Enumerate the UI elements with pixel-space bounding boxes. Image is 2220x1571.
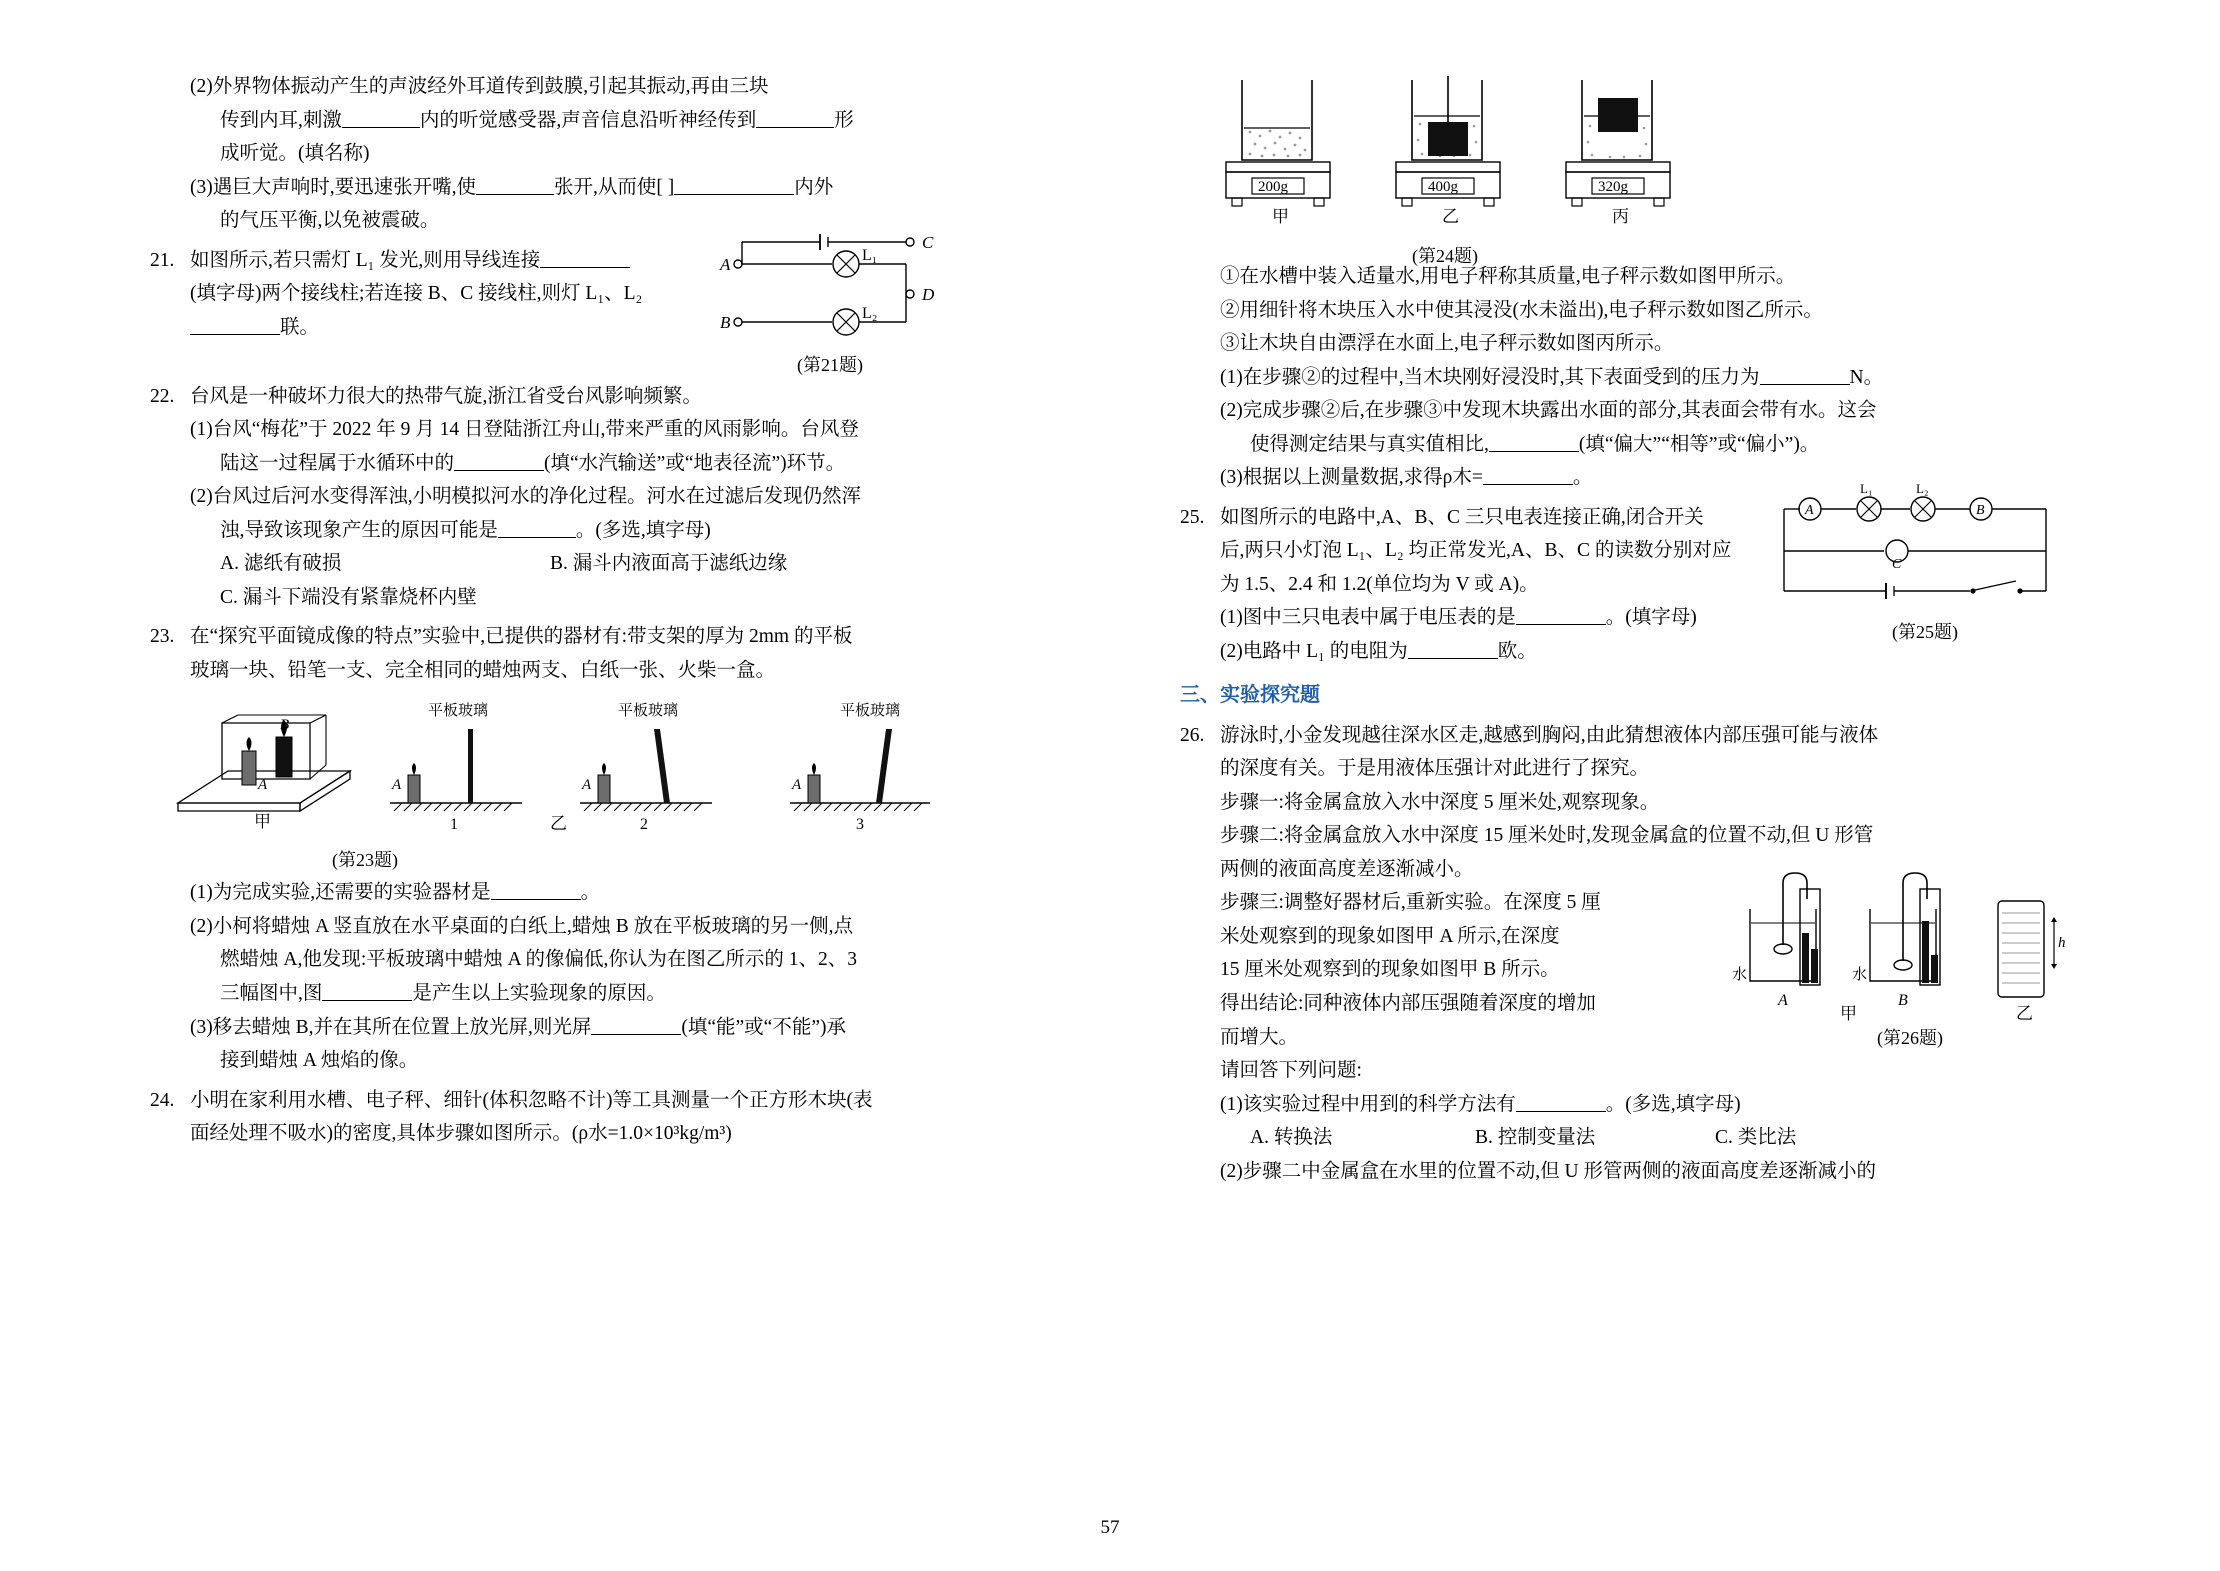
page-number: 57 [1100,1517,1120,1538]
answer-blank[interactable] [476,174,554,195]
answer-blank[interactable] [498,517,576,538]
answer-blank[interactable] [1408,638,1498,659]
q25-line2: 后,两只小灯泡 L₁、L₂ 均正常发光,A、B、C 的读数分别对应 [1220,540,1732,562]
svg-text:L₁: L₁ [1860,480,1873,496]
q25-part-1: (1)图中三只电表中属于电压表的是 。(填字母) [1180,601,1780,635]
answer-blank[interactable] [1516,605,1606,626]
q24-part-1: (1)在步骤②的过程中,当木块刚好浸没时,其下表面受到的压力为 N。 [1180,361,2080,395]
q24-step-2: ②用细针将木块压入水中使其浸没(水未溢出),电子秤示数如图乙所示。 [1220,299,1823,321]
q26-step-3: 步骤三:调整好器材后,重新实验。在深度 5 厘 [1220,892,1601,914]
q24-number: 24. [150,1089,175,1111]
svg-text:B: B [280,717,290,734]
scale-reading-2: 400g [1428,179,1458,195]
q20-line5: 的气压平衡,以免被震破。 [220,210,440,232]
svg-text:水: 水 [1732,966,1748,983]
figure-21-caption: (第21题) [797,354,863,375]
svg-text:D: D [922,284,935,304]
figure-24-caption: (第24题) [1412,246,1478,266]
right-column [1180,70,2080,1194]
section-heading-experiment: 三、实验探究题 [1180,684,1320,707]
svg-text:A: A [1778,991,1788,1009]
svg-text:乙: 乙 [2016,1003,2033,1023]
answer-blank[interactable] [756,107,834,128]
scale-reading-3: 320g [1598,179,1628,195]
q25-line3: 为 1.5、2.4 和 1.2(单位均为 V 或 A)。 [1220,573,1539,595]
svg-text:A: A [1805,502,1814,518]
question-23 [150,620,1050,1077]
svg-text:B: B [1976,502,1985,518]
answer-blank[interactable] [190,314,280,335]
question-24-steps [1180,260,2080,495]
q26-part-2: (2)步骤二中金属盒在水里的位置不动,但 U 形管两侧的液面高度差逐渐减小的 [1220,1160,1876,1182]
q21-line2: (填字母)两个接线柱;若连接 B、C 接线柱,则灯 L₁、L₂ [190,283,643,305]
svg-text:2: 2 [640,816,648,834]
q26-conclusion-b: 而增大。 [1220,1026,1299,1048]
q21-line3: 联。 [150,311,1050,345]
q24-step-1: ①在水槽中装入适量水,用电子秤称其质量,电子秤示数如图甲所示。 [1220,266,1796,287]
svg-text:平板玻璃: 平板玻璃 [840,703,901,720]
q26-conclusion: 得出结论:同种液体内部压强随着深度的增加 [1220,993,1596,1015]
q25-line1: 25. 如图所示的电路中,A、B、C 三只电表连接正确,闭合开关 [1180,501,1780,535]
q26-step-2: 步骤二:将金属盒放入水中深度 15 厘米处时,发现金属盒的位置不动,但 U 形管 [1220,825,1874,847]
svg-text:平板玻璃: 平板玻璃 [428,703,489,720]
q24-step-3: ③让木块自由漂浮在水面上,电子秤示数如图丙所示。 [1220,333,1674,355]
q23-line4: (2)小柯将蜡烛 A 竖直放在水平桌面的白纸上,蜡烛 B 放在平板玻璃的另一侧,点 [190,915,854,937]
q22-line5: 浊,导致该现象产生的原因可能是 。(多选,填字母) [150,514,1050,548]
answer-blank[interactable] [591,1014,681,1035]
q23-line3: (1)为完成实验,还需要的实验器材是 。 [150,876,1050,910]
answer-blank[interactable] [1483,465,1573,486]
q23-line8: 接到蜡烛 A 烛焰的像。 [220,1050,419,1072]
answer-blank[interactable] [491,880,581,901]
q25-part-2: (2)电路中 L₁ 的电阻为 欧。 [1180,635,1780,669]
q26-step-3c: 15 厘米处观察到的现象如图甲 B 所示。 [1220,959,1560,981]
q22-option-a: A. 滤纸有破损 [220,553,342,575]
q20-line1: (2)外界物体振动产生的声波经外耳道传到鼓膜,引起其振动,再由三块 [190,76,769,97]
svg-text:B: B [1898,991,1908,1009]
figure-23 [150,693,1050,843]
answer-blank[interactable] [454,450,544,471]
q21-line1: 21. 如图所示,若只需灯 L₁ 发光,则用导线连接 [150,244,1050,278]
question-25 [1180,480,2080,669]
left-column [150,70,1050,1157]
q23-line2: 玻璃一块、铅笔一支、完全相同的蜡烛两支、白纸一张、火柴一盒。 [190,659,776,681]
q26-line1: 26. 游泳时,小金发现越往深水区走,越感到胸闷,由此猜想液体内部压强可能与液体 [1180,719,2080,753]
svg-text:乙: 乙 [1442,207,1459,226]
svg-text:B: B [720,312,731,332]
svg-text:3: 3 [856,816,864,834]
answer-blank[interactable] [1489,431,1579,452]
figure-26-caption: (第26题) [1877,1027,1943,1048]
q23-line6: 三幅图中,图 是产生以上实验现象的原因。 [150,977,1050,1011]
q24-part-2: (2)完成步骤②后,在步骤③中发现木块露出水面的部分,其表面会带有水。这会 [1220,400,1877,422]
q22-line3: 陆这一过程属于水循环中的 (填“水汽输送”或“地表径流”)环节。 [150,447,1050,481]
question-26 [1180,719,2080,1188]
answer-blank[interactable] [1760,364,1850,385]
svg-text:甲: 甲 [1272,207,1289,226]
scale-reading-1: 200g [1258,179,1288,195]
answer-blank[interactable] [322,980,412,1001]
svg-text:乙: 乙 [550,814,567,834]
svg-text:甲: 甲 [254,812,271,832]
q22-number: 22. [150,385,175,407]
svg-text:L₂: L₂ [1916,480,1929,496]
question-20-continued [150,70,1050,238]
q24-line1: 24. 小明在家利用水槽、电子秤、细针(体积忽略不计)等工具测量一个正方形木块(表 [150,1084,1050,1118]
svg-text:1: 1 [450,816,458,834]
question-22 [150,380,1050,615]
q22-line4: (2)台风过后河水变得浑浊,小明模拟河水的净化过程。河水在过滤后发现仍然浑 [190,486,862,508]
answer-blank[interactable] [342,107,420,128]
question-24 [150,1084,1050,1151]
q23-line5: 燃蜡烛 A,他发现:平板玻璃中蜡烛 A 的像偏低,你认为在图乙所示的 1、2、3 [220,949,858,971]
q26-options [1180,1121,2080,1155]
q21-number: 21. [150,249,175,271]
q20-line2: 传到内耳,刺激 内的听觉感受器,声音信息沿听神经传到 形 [150,104,1050,138]
svg-text:A: A [582,777,592,794]
q26-step-3b: 米处观察到的现象如图甲 A 所示,在深度 [1220,925,1560,947]
q24-density-formula: ρ水=1.0×10³kg/m³ [578,1123,726,1145]
q22-option-c: C. 漏斗下端没有紧靠烧杯内壁 [220,586,477,608]
figure-25-caption: (第25题) [1892,621,1958,642]
figure-21 [610,232,1050,375]
svg-text:水: 水 [1852,966,1868,983]
q26-part-1: (1)该实验过程中用到的科学方法有 。(多选,填字母) [1180,1088,2080,1122]
q26-line2: 的深度有关。于是用液体压强计对此进行了探究。 [1220,758,1650,780]
answer-blank[interactable] [1516,1091,1606,1112]
svg-text:A: A [720,254,731,274]
figure-25 [1770,480,2080,648]
svg-text:L₂: L₂ [862,304,878,322]
question-21 [150,232,1050,375]
q22-options-row1 [150,547,1050,581]
q22-line2: (1)台风“梅花”于 2022 年 9 月 14 日登陆浙江舟山,带来严重的风雨影响。台风登 [190,419,859,441]
svg-text:平板玻璃: 平板玻璃 [618,703,679,720]
svg-text:A: A [392,777,402,794]
q24-line2: 面经处理不吸水)的密度,具体步骤如图所示。(ρ水=1.0×10³kg/m³) [190,1123,732,1145]
q20-line4: (3)遇巨大声响时,要迅速张开嘴,使 张开,从而使[ ] 内外 [150,171,1050,205]
svg-text:丙: 丙 [1612,207,1629,226]
svg-text:L₁: L₁ [862,246,878,264]
svg-text:h: h [2058,934,2066,951]
q26-option-c: C. 类比法 [1715,1127,1797,1149]
q26-number: 26. [1180,724,1205,746]
q26-option-a: A. 转换法 [1250,1127,1333,1149]
figure-23-caption: (第23题) [332,850,398,871]
q23-number: 23. [150,626,175,648]
answer-blank[interactable] [674,174,794,195]
svg-text:C: C [1892,556,1902,572]
figure-26 [1730,869,2090,1054]
q26-option-b: B. 控制变量法 [1475,1127,1596,1149]
q26-prompt: 请回答下列问题: [1220,1060,1362,1082]
q22-line1: 22. 台风是一种破坏力很大的热带气旋,浙江省受台风影响频繁。 [150,380,1050,414]
q25-number: 25. [1180,506,1205,528]
svg-text:A: A [258,777,268,794]
svg-text:甲: 甲 [1840,1003,1857,1023]
q24-part-3: (3)根据以上测量数据,求得ρ木= 。 [1180,461,2080,495]
q26-step-2b: 两侧的液面高度差逐渐减小。 [1220,858,1474,880]
q24-part-2b: 使得测定结果与真实值相比, (填“偏大”“相等”或“偏小”)。 [1180,428,2080,462]
svg-text:A: A [792,777,802,794]
q23-line7: (3)移去蜡烛 B,并在其所在位置上放光屏,则光屏 (填“能”或“不能”)承 [150,1011,1050,1045]
q23-line1: 23. 在“探究平面镜成像的特点”实验中,已提供的器材有:带支架的厚为 2mm 的平板 [150,620,1050,654]
q26-step-1: 步骤一:将金属盒放入水中深度 5 厘米处,观察现象。 [1220,791,1660,813]
q20-line3: 成听觉。(填名称) [220,143,370,165]
figure-24 [1180,70,2080,266]
q22-option-b: B. 漏斗内液面高于滤纸边缘 [550,553,788,575]
svg-text:C: C [922,232,934,252]
